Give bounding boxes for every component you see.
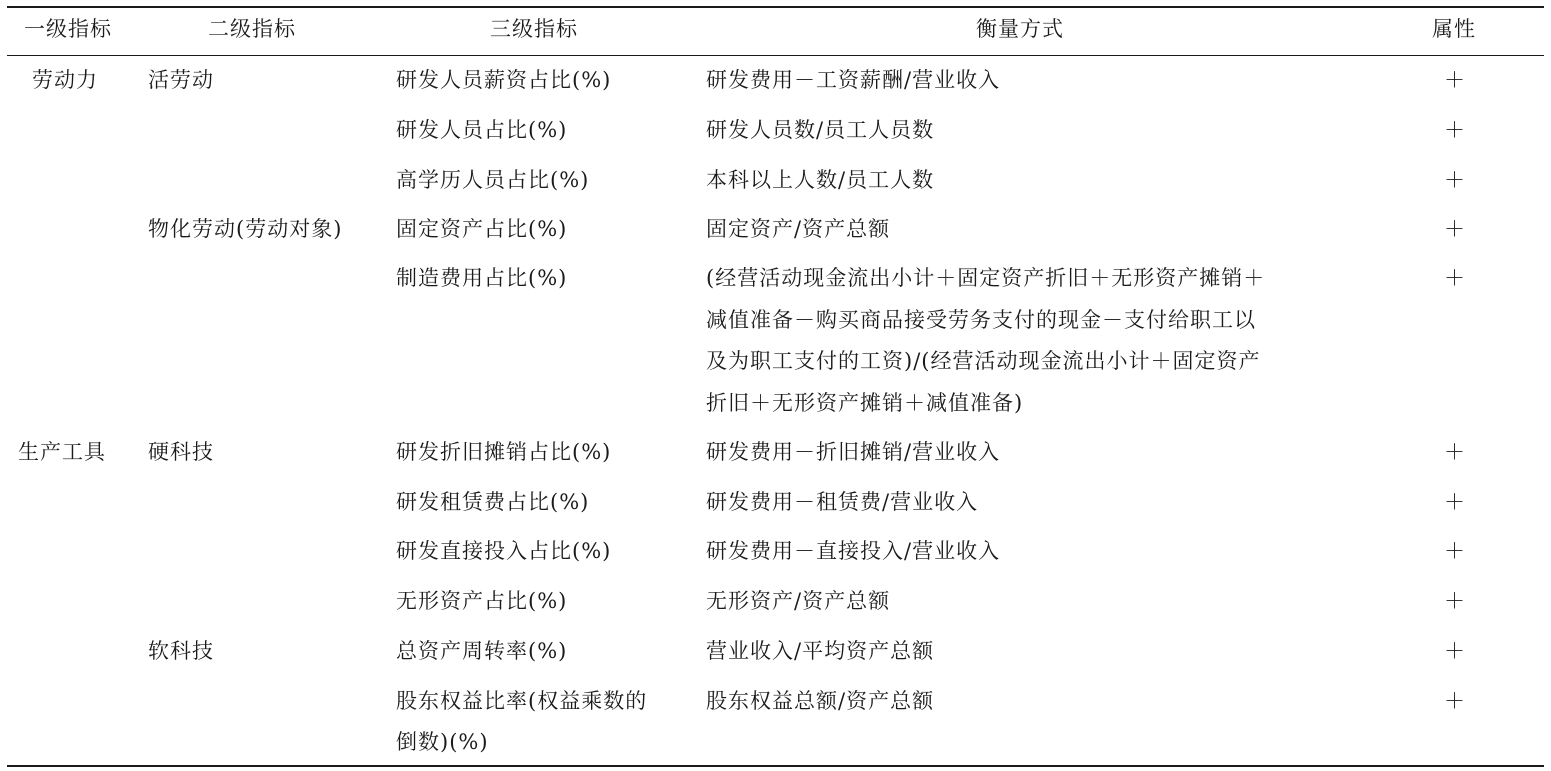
header-level3: 三级指标 [490,17,578,41]
row-attribute: ＋ [1444,440,1466,464]
row-level3: 研发直接投入占比(%) [396,539,612,563]
row-measure: 固定资产/资产总额 [706,217,891,241]
row-measure: 研发费用－折旧摊销/营业收入 [706,440,1001,464]
row-measure: 营业收入/平均资产总额 [706,639,935,663]
row-level1: 劳动力 [32,68,98,92]
row-level2: 活劳动 [148,68,214,92]
row-level1: 生产工具 [18,440,106,464]
row-measure-line: (经营活动现金流出小计＋固定资产折旧＋无形资产摊销＋ [706,266,1266,290]
row-attribute: ＋ [1444,689,1466,713]
row-measure: 研发费用－直接投入/营业收入 [706,539,1001,563]
row-measure: 研发人员数/员工人员数 [706,118,935,142]
row-attribute: ＋ [1444,589,1466,613]
row-measure: 本科以上人数/员工人数 [706,168,935,192]
row-level3: 研发租赁费占比(%) [396,490,590,514]
row-attribute: ＋ [1444,490,1466,514]
table-top-rule [7,6,1544,8]
row-level3: 无形资产占比(%) [396,589,568,613]
row-level3: 高学历人员占比(%) [396,168,590,192]
row-attribute: ＋ [1444,68,1466,92]
row-level3: 总资产周转率(%) [396,639,568,663]
row-level3: 固定资产占比(%) [396,217,568,241]
row-measure-line: 及为职工支付的工资)/(经营活动现金流出小计＋固定资产 [706,349,1261,373]
row-measure-line: 折旧＋无形资产摊销＋减值准备) [706,391,1024,415]
row-level3: 制造费用占比(%) [396,266,568,290]
row-level2: 软科技 [148,639,214,663]
row-level3: 研发折旧摊销占比(%) [396,440,612,464]
row-measure-line: 减值准备－购买商品接受劳务支付的现金－支付给职工以 [706,308,1256,332]
header-measure: 衡量方式 [976,17,1064,41]
row-attribute: ＋ [1444,168,1466,192]
row-measure: 研发费用－工资薪酬/营业收入 [706,68,1001,92]
row-attribute: ＋ [1444,639,1466,663]
row-level2: 物化劳动(劳动对象) [148,217,343,241]
header-level2: 二级指标 [208,17,296,41]
row-level3: 研发人员占比(%) [396,118,568,142]
row-attribute: ＋ [1444,539,1466,563]
row-attribute: ＋ [1444,118,1466,142]
row-attribute: ＋ [1444,217,1466,241]
table-bottom-rule [7,765,1544,767]
header-level1: 一级指标 [24,17,112,41]
row-level3-line: 股东权益比率(权益乘数的 [396,689,648,713]
row-measure: 无形资产/资产总额 [706,589,891,613]
row-measure: 研发费用－租赁费/营业收入 [706,490,979,514]
row-level3-line: 倒数)(%) [396,730,489,754]
row-level2: 硬科技 [148,440,214,464]
header-attribute: 属性 [1432,17,1476,41]
row-attribute: ＋ [1444,266,1466,290]
row-measure: 股东权益总额/资产总额 [706,689,935,713]
row-level3: 研发人员薪资占比(%) [396,68,612,92]
table-header-rule [7,55,1544,56]
